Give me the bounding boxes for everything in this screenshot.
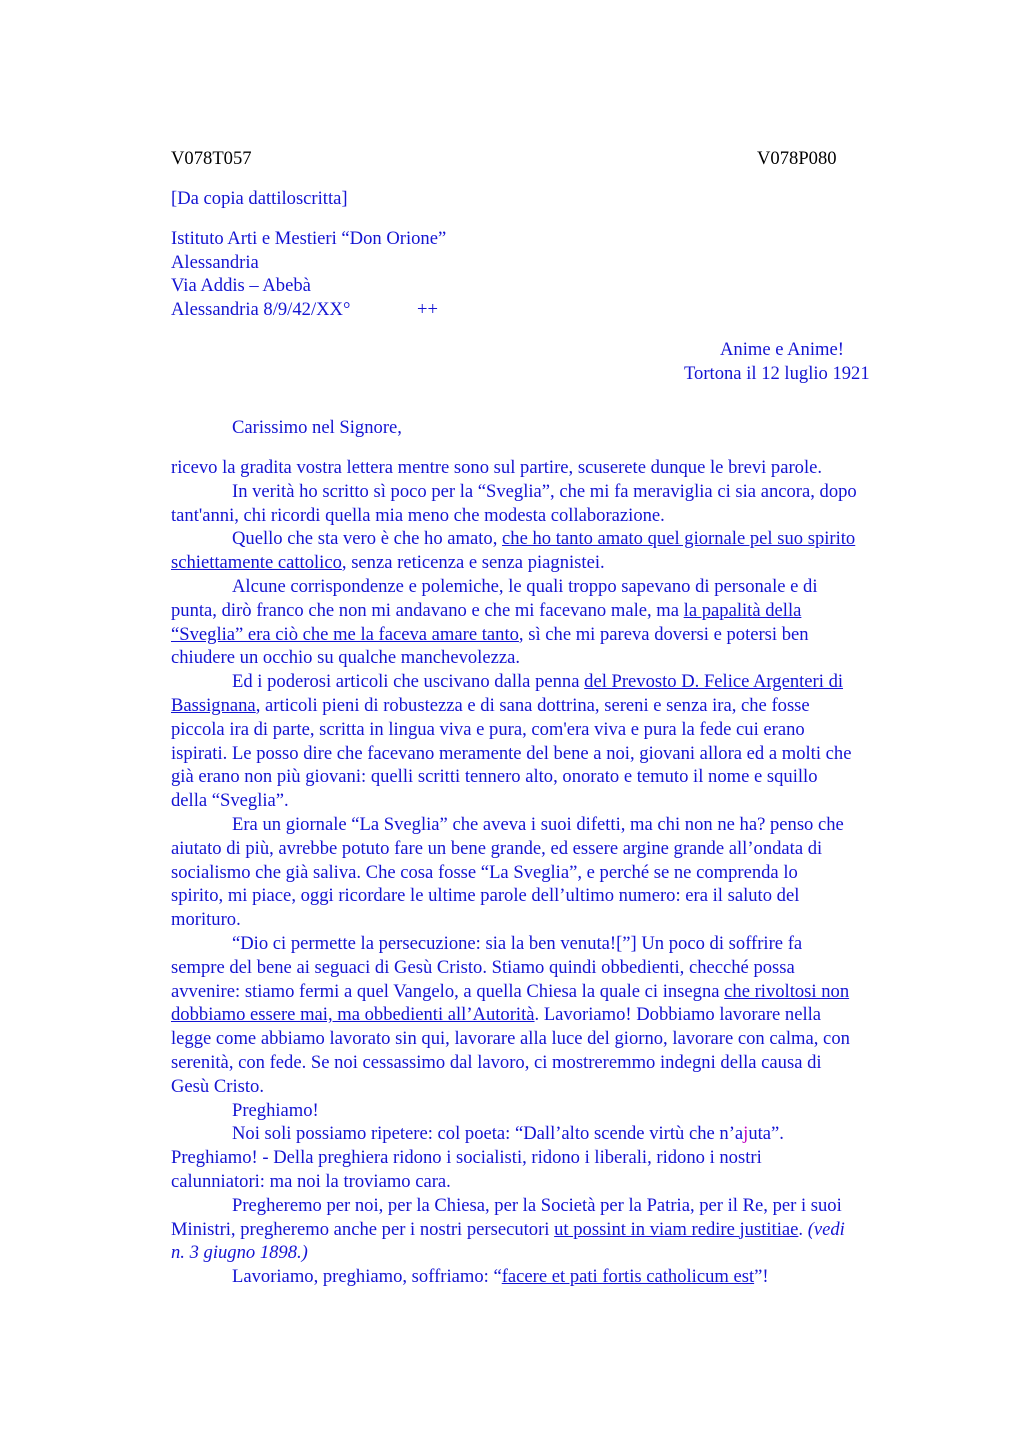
body-line: ispirati. Le posso dire che facevano meramente del bene a noi, giovani allora ed a molti che bbox=[171, 742, 852, 764]
body-line: punta, dirò franco che non mi andavano e che mi facevano male, ma la papalità della bbox=[171, 599, 802, 621]
underlined-text: Bassignana bbox=[171, 694, 256, 716]
underlined-text: ut possint in viam redire justitiae bbox=[554, 1218, 799, 1240]
body-line: Quello che sta vero è che ho amato, che ho tanto amato quel giornale pel suo spirito bbox=[232, 528, 856, 550]
letter-body bbox=[171, 456, 941, 1289]
source-note: [Da copia dattiloscritta] bbox=[171, 188, 348, 209]
body-line: Alcune corrispondenze e polemiche, le quali troppo sapevano di personale e di bbox=[232, 575, 818, 597]
body-line: avvenire: stiamo fermi a quel Vangelo, a quella Chiesa la quale ci insegna che rivoltosi non bbox=[171, 980, 850, 1002]
body-line: Preghiamo! bbox=[232, 1099, 319, 1121]
underlined-text: “Sveglia” era ciò che me la faceva amare tanto bbox=[171, 623, 519, 645]
body-line: morituro. bbox=[171, 909, 241, 931]
body-line: Noi soli possiamo ripetere: col poeta: “Dall’alto scende virtù che n’ajuta”. bbox=[232, 1123, 784, 1145]
body-line: spirito, mi piace, oggi ricordare le ultime parole dell’ultimo numero: era il saluto del bbox=[171, 885, 800, 907]
salutation: Carissimo nel Signore, bbox=[232, 417, 402, 438]
body-line: tant'anni, chi ricordi quella mia meno che modesta collaborazione. bbox=[171, 504, 665, 526]
body-line: già erano non più giovani: quelli scritti tennero alto, onorato e temuto il nome e squillo bbox=[171, 766, 818, 788]
body-line: calunniatori: ma noi la troviamo cara. bbox=[171, 1170, 451, 1192]
body-line: sempre del bene ai seguaci di Gesù Cristo. Stiamo quindi obbedienti, checché possa bbox=[171, 956, 795, 978]
body-line: schiettamente cattolico, senza reticenza e senza piagnistei. bbox=[171, 552, 605, 574]
body-line: Era un giornale “La Sveglia” che aveva i suoi difetti, ma chi non ne ha? penso che bbox=[232, 813, 844, 835]
underlined-text: che ho tanto amato quel giornale pel suo spirito bbox=[502, 528, 856, 550]
body-line: Preghiamo! - Della preghiera ridono i socialisti, ridono i liberali, ridono i nostri bbox=[171, 1147, 762, 1169]
italic-reference: n. 3 giugno 1898.) bbox=[171, 1242, 308, 1264]
body-line: serenità, con fede. Se noi cessassimo dal lavoro, ci mostreremmo indegni della causa di bbox=[171, 1051, 822, 1073]
address-line-2: Alessandria bbox=[171, 252, 259, 273]
body-line: Pregheremo per noi, per la Chiesa, per la Società per la Patria, per il Re, per i suoi bbox=[232, 1194, 842, 1216]
document-code-left: V078T057 bbox=[171, 148, 252, 169]
underlined-text: schiettamente cattolico bbox=[171, 552, 342, 574]
body-line: piccola ira di parte, scritta in lingua viva e pura, com'era viva e pura la fede cui erano bbox=[171, 718, 805, 740]
underlined-text: che rivoltosi non bbox=[724, 980, 850, 1002]
body-line: aiutato di più, avrebbe potuto fare un bene grande, ed essere argine grande all’ondata di bbox=[171, 837, 823, 859]
address-line-3: Via Addis – Abebà bbox=[171, 275, 311, 296]
body-line: “Sveglia” era ciò che me la faceva amare tanto, sì che mi pareva doversi e potersi ben bbox=[171, 623, 809, 645]
editorial-correction: j bbox=[743, 1123, 749, 1145]
underlined-text: del Prevosto D. Felice Argenteri di bbox=[584, 671, 844, 693]
address-line-1: Istituto Arti e Mestieri “Don Orione” bbox=[171, 228, 447, 249]
document-code-right: V078P080 bbox=[757, 148, 837, 169]
body-line: Ministri, pregheremo anche per i nostri persecutori ut possint in viam redire justitiae. (vedi bbox=[171, 1218, 845, 1240]
italic-reference: (vedi bbox=[807, 1218, 845, 1240]
body-line: In verità ho scritto sì poco per la “Sveglia”, che mi fa meraviglia ci sia ancora, dopo bbox=[232, 480, 857, 502]
letter-title: Anime e Anime! bbox=[720, 339, 844, 360]
underlined-text: facere et pati fortis catholicum est bbox=[501, 1266, 755, 1288]
body-line: ricevo la gradita vostra lettera mentre sono sul partire, scuserete dunque le brevi parole. bbox=[171, 457, 823, 478]
body-line: della “Sveglia”. bbox=[171, 790, 289, 812]
underlined-text: la papalità della bbox=[683, 599, 802, 621]
body-line: Ed i poderosi articoli che uscivano dalla penna del Prevosto D. Felice Argenteri di bbox=[232, 671, 844, 693]
body-line: dobbiamo essere mai, ma obbedienti all’Autorità. Lavoriamo! Dobbiamo lavorare nella bbox=[171, 1004, 822, 1026]
body-line: legge come abbiamo lavorato sin qui, lavorare alla luce del giorno, lavorare con calma, con bbox=[171, 1028, 850, 1050]
place-date: Tortona il 12 luglio 1921 bbox=[684, 363, 870, 384]
body-line: Lavoriamo, preghiamo, soffriamo: “facere et pati fortis catholicum est”! bbox=[232, 1266, 769, 1288]
body-line: Gesù Cristo. bbox=[171, 1075, 264, 1097]
body-line: socialismo che già saliva. Che cosa fosse “La Sveglia”, e perché se ne comprenda lo bbox=[171, 861, 798, 883]
underlined-text: dobbiamo essere mai, ma obbedienti all’Autorità bbox=[171, 1004, 535, 1026]
address-line-4: Alessandria 8/9/42/XX° bbox=[171, 299, 351, 320]
body-line: “Dio ci permette la persecuzione: sia la ben venuta![”] Un poco di soffrire fa bbox=[232, 932, 803, 954]
body-line: Bassignana, articoli pieni di robustezza e di sana dottrina, sereni e senza ira, che fosse bbox=[171, 694, 810, 716]
cross-mark: ++ bbox=[417, 299, 438, 320]
body-line: chiudere un occhio su qualche manchevolezza. bbox=[171, 647, 520, 669]
